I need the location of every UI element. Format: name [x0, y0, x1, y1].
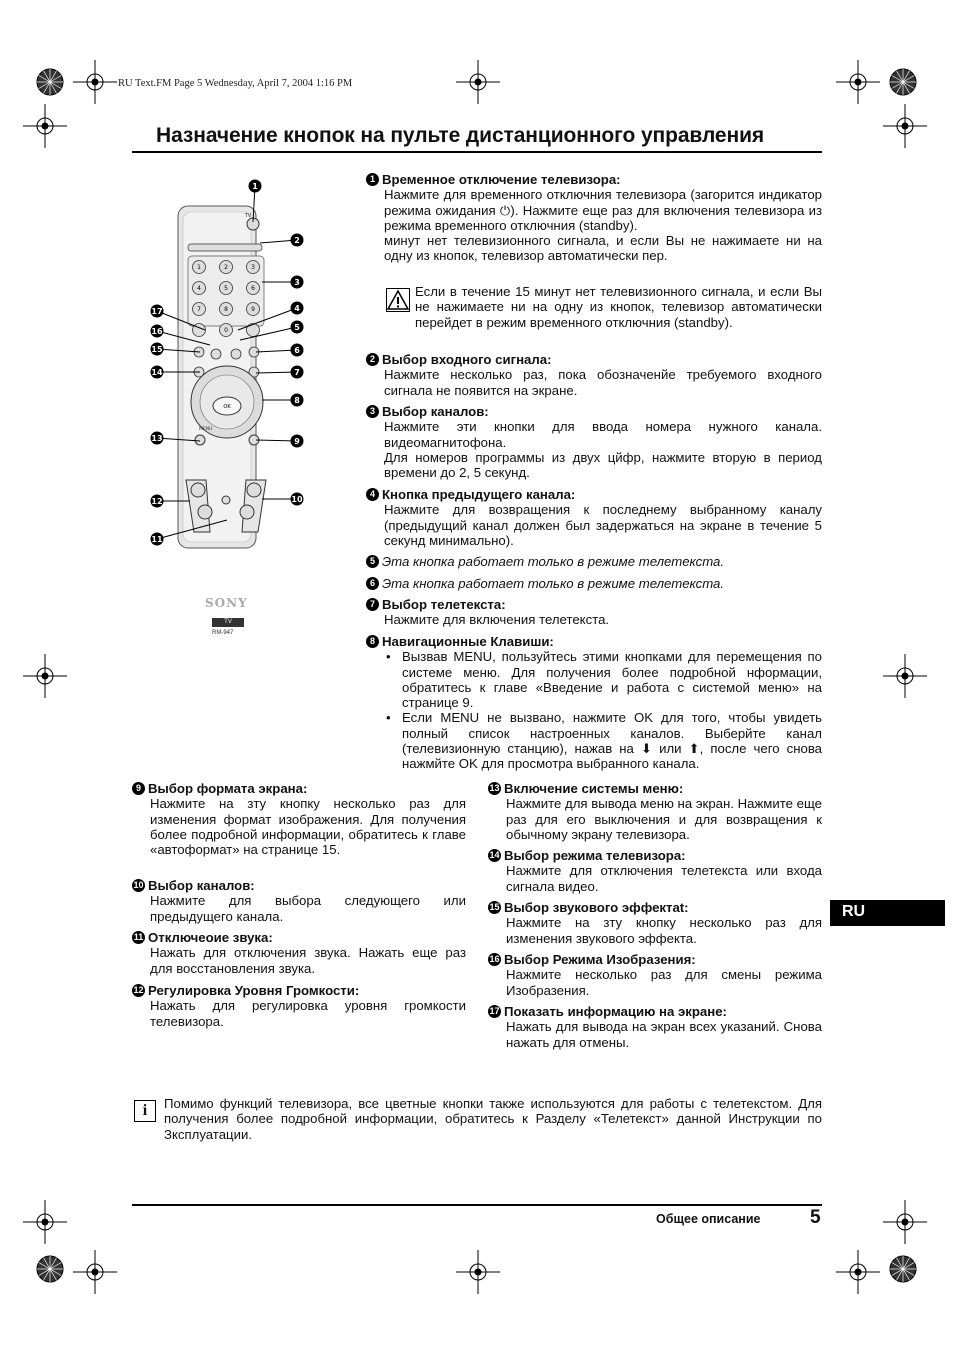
section-13: 13 Включение системы меню: Нажмите для вывода меню на экран. Нажмите еще раз для его выключения и для возвращения к обычному экрану телевизора.: [489, 781, 822, 842]
callout-leader: [157, 520, 227, 539]
section-12: 12 Регулировка Уровня Громкости: Нажать для регулировка уровня громкости телевизора.: [133, 983, 466, 1029]
section-2: 2 Выбор входного сигнала: Нажмите несколько раз, пока обозначенйе требуемого входного сигнала не появится на экране.: [366, 352, 822, 398]
section-5: 5 Эта кнопка работает только в режиме телетекста.: [366, 554, 822, 569]
warning-note: Если в течение 15 минут нет телевизионного сигнала, и если Вы не нажимаете ни на одну из кнопок, телевизор автоматически перейдет в режим временного отключния (standby).: [384, 284, 822, 330]
callout-number: 7: [294, 368, 300, 377]
callout-number: 2: [294, 236, 300, 245]
section-11: 11 Отключеоие звука: Нажать для отключения звука. Нажать еще раз для восстановления звука.: [133, 930, 466, 976]
footer-rule: [132, 1204, 822, 1206]
number-key-label: 3: [251, 264, 255, 271]
language-tab: RU: [830, 900, 945, 926]
callout-number: 12: [151, 497, 163, 506]
section-6: 6 Эта кнопка работает только в режиме телетекста.: [366, 576, 822, 591]
callout-number: 5: [294, 323, 300, 332]
callout-number: 17: [151, 307, 163, 316]
section-7: 7 Выбор телетекста: Нажмите для включения телетекста.: [366, 597, 822, 628]
number-key-label: 4: [197, 285, 201, 292]
arrow-down-icon: ⬇: [640, 741, 653, 757]
section-10: 10 Выбор каналов: Нажмите для выбора следующего или предыдущего канала.: [133, 878, 466, 924]
section-9: 9 Выбор формата экрана: Нажмите на зту кнопку несколько раз для изменения формат изображения. Для получения более подробной информации, обратитесь к главе «автоформат» на странице 15.: [132, 781, 466, 857]
remote-tv-badge: TV: [212, 618, 244, 627]
print-stamp: RU Text.FM Page 5 Wednesday, April 7, 2004 1:16 PM: [118, 78, 353, 89]
number-key-label: 1: [197, 264, 201, 271]
footer-section-label: Общее описание: [656, 1212, 761, 1226]
section-17: 17 Показать информацию на экране: Нажать для вывода на экран всех указаний. Снова нажать для отмены.: [489, 1004, 822, 1050]
arrow-up-icon: ⬆: [688, 741, 700, 757]
callout-number: 16: [151, 327, 163, 336]
page-number: 5: [810, 1207, 821, 1228]
section-16: 16 Выбор Режима Изобразения: Нажмите несколько раз для смены режима Изобразения.: [489, 952, 822, 998]
callout-number: 11: [151, 535, 163, 544]
number-key-label: 2: [224, 264, 228, 271]
section-4: 4 Кнопка предыдущего канала: Нажмите для возвращения к последнему выбранному каналу (предыдущий канал должен был задержаться на экране в течение 5 секунд минимально).: [366, 487, 822, 548]
warning-icon: [386, 288, 410, 312]
callout-number: 10: [291, 495, 303, 504]
svg-text:OK: OK: [223, 404, 231, 410]
section-3: 3 Выбор каналов: Нажмите эти кнопки для ввода номера нужного канала. видеомагнитофона. Для номеров программы из двух цйфр, нажмите вторую в период времени до 2, 5 секунд.: [366, 404, 822, 480]
callout-leader: [157, 311, 205, 330]
section-15: 15 Выбор звукового эффектat: Нажмите на зту кнопку несколько раз для изменения звукового эффекта.: [489, 900, 822, 946]
callout-number: 8: [294, 396, 300, 405]
section-1: 1 Временное отключение телевизора: Нажмите для временного отключния телевизора (загорится индикатор режима ожидания ⏻). Нажмите еще раз для включения телевизора из режима временного отключния (standby). минут нет телевизионного сигнала, и если Вы не нажимаете ни на одну из кнопок, телевизор автоматически пер.: [366, 172, 822, 264]
callout-number: 9: [294, 437, 300, 446]
bullet-ok: • Если MENU не вызвано, нажмите OK для того, чтобы увидеть полный список настроенных каналов. Выберйте канал (телевизионную станцию), нажав на ⬇ или ⬆, после чего снова нажмйте OK для просмотра выбранного канала.: [402, 710, 822, 771]
svg-text:MENU: MENU: [199, 427, 213, 432]
page-title: Назначение кнопок на пульте дистанционного управления: [156, 124, 765, 147]
callout-number: 1: [252, 182, 258, 191]
number-key-label: 5: [224, 285, 228, 292]
callout-number: 6: [294, 346, 300, 355]
number-key-label: 9: [251, 306, 255, 313]
standby-icon: ⏻: [499, 202, 511, 218]
callout-number: 15: [151, 345, 163, 354]
callout-number: 14: [151, 368, 163, 377]
callout-leader: [238, 308, 297, 330]
number-key-label: 6: [251, 285, 255, 292]
number-key-label: 7: [197, 306, 201, 313]
svg-text:TV: TV: [244, 213, 252, 219]
number-key-label: 8: [224, 306, 228, 313]
callout-leader: [157, 331, 210, 345]
callout-leader: [240, 327, 297, 340]
remote-brand: SONY: [205, 596, 248, 610]
info-icon: i: [134, 1100, 156, 1122]
callout-number: 4: [294, 304, 300, 313]
bullet-menu: • Вызвав MENU, пользуйтесь этими кнопками для перемещения по системе меню. Для получения более подробной нформации, обратитесь к главе «Введение и работа с системой меню» на странице 9.: [402, 649, 822, 710]
number-key-label: 0: [224, 327, 228, 334]
remote-model: RM-947: [212, 630, 234, 636]
callout-number: 3: [294, 278, 300, 287]
info-note: i Помимо функций телевизора, все цветные кнопки также используются для работы с телетекстом. Для получения более подробной информации, обратитесь к Разделу «Телетекст» данной Инструкции по Зксплуатации.: [132, 1096, 822, 1142]
callout-number: 13: [151, 434, 163, 443]
section-8: 8 Навигационные Клавиши: • Вызвав MENU, пользуйтесь этими кнопками для перемещения по системе меню. Для получения более подробной нформации, обратитесь к главе «Введение и работа с системой меню» на странице 9. • Если MENU не вызвано, нажмите OK для того, чтобы увидеть полный список настроенных каналов. Выберйте канал (телевизионную станцию), нажав на ⬇ или ⬆, после чего снова нажмйте OK для просмотра выбранного канала.: [366, 634, 822, 772]
section-14: 14 Выбор режима телевизора: Нажмите для отключения телетекста или входа сигнала видео.: [489, 848, 822, 894]
